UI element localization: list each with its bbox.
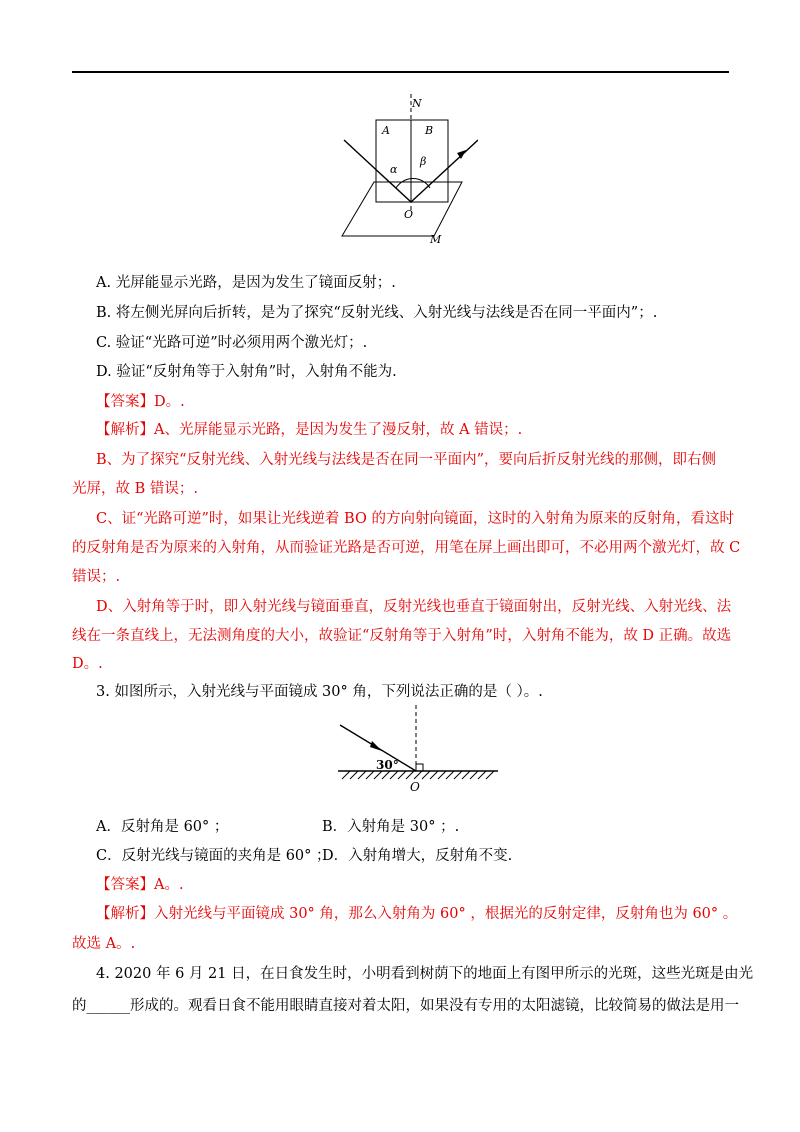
q2-analysis-line-3: 光屏，故 B 错误；. xyxy=(72,481,198,497)
q3-answer: 【答案】A。. xyxy=(96,877,184,893)
q3-option-a: A．反射角是 60° ； xyxy=(96,819,229,835)
label-alpha: α xyxy=(390,163,398,176)
q2-option-b: B. 将左侧光屏向后折转，是为了探究“反射光线、入射光线与法线是否在同一平面内”；. xyxy=(96,305,658,321)
q3-analysis-line-1: 【解析】入射光线与平面镜成 30° 角，那么入射角为 60° ，根据光的反射定律，反射角也为 60° 。 xyxy=(96,906,738,922)
q3-option-d: D．入射角增大，反射角不变. xyxy=(322,848,513,864)
q2-analysis-line-4: C、证“光路可逆”时，如果让光线逆着 BO 的方向射向镜面，这时的入射角为原来的反射角，看这时 xyxy=(96,511,734,527)
label-beta: β xyxy=(420,155,427,168)
angle-label: 30° xyxy=(376,758,399,772)
label-n: N xyxy=(412,97,422,110)
q2-option-d: D. 验证“反射角等于入射角”时，入射角不能为. xyxy=(96,364,397,380)
q2-analysis-line-2: B、为了探究“反射光线、入射光线与法线是否在同一平面内”，要向后折反射光线的那侧，即右侧 xyxy=(96,452,716,468)
q3-option-c: C．反射光线与镜面的夹角是 60° ； xyxy=(96,848,331,864)
q3-analysis-line-2: 故选 A。. xyxy=(72,936,136,952)
point-o-label: O xyxy=(410,780,420,794)
label-m: M xyxy=(430,233,442,246)
q4-line-2: 的______形成的。观看日食不能用眼睛直接对着太阳，如果没有专用的太阳滤镜，比较简易的做法是用一 xyxy=(72,998,739,1014)
label-a: A xyxy=(382,124,390,137)
figure-incident-ray xyxy=(336,703,500,799)
q3-option-b: B．入射角是 30° ；. xyxy=(322,819,460,835)
q2-option-c: C. 验证“光路可逆”时必须用两个激光灯；. xyxy=(96,335,368,351)
q2-analysis-line-1: 【解析】A、光屏能显示光路，是因为发生了漫反射，故 A 错误；. xyxy=(96,422,523,438)
q2-analysis-line-5: 的反射角是否为原来的入射角，从而验证光路是否可逆，用笔在屏上画出即可，不必用两个激光灯，故 C xyxy=(72,540,741,556)
q2-analysis-line-8: 线在一条直线上，无法测角度的大小，故验证“反射角等于入射角”时，入射角不能为，故 D 正确。故选 xyxy=(72,628,732,644)
q3-question: 3. 如图所示，入射光线与平面镜成 30° 角，下列说法正确的是（ ）。. xyxy=(96,684,543,700)
label-b: B xyxy=(425,124,434,137)
q2-analysis-line-9: D。. xyxy=(72,656,103,672)
figure-reflection-experiment xyxy=(330,92,478,248)
q2-analysis-line-6: 错误；. xyxy=(72,569,121,585)
q2-answer: 【答案】D。. xyxy=(96,394,185,410)
q4-line-1: 4. 2020 年 6 月 21 日，在日食发生时，小明看到树荫下的地面上有图甲所示的光斑，这些光斑是由光 xyxy=(96,966,754,982)
q2-option-a: A. 光屏能显示光路，是因为发生了镜面反射；. xyxy=(96,275,396,291)
q2-analysis-line-7: D、入射角等于时，即入射光线与镜面垂直，反射光线也垂直于镜面射出，反射光线、入射光线、法 xyxy=(96,599,732,615)
label-o: O xyxy=(404,208,414,221)
header-rule xyxy=(72,71,729,73)
